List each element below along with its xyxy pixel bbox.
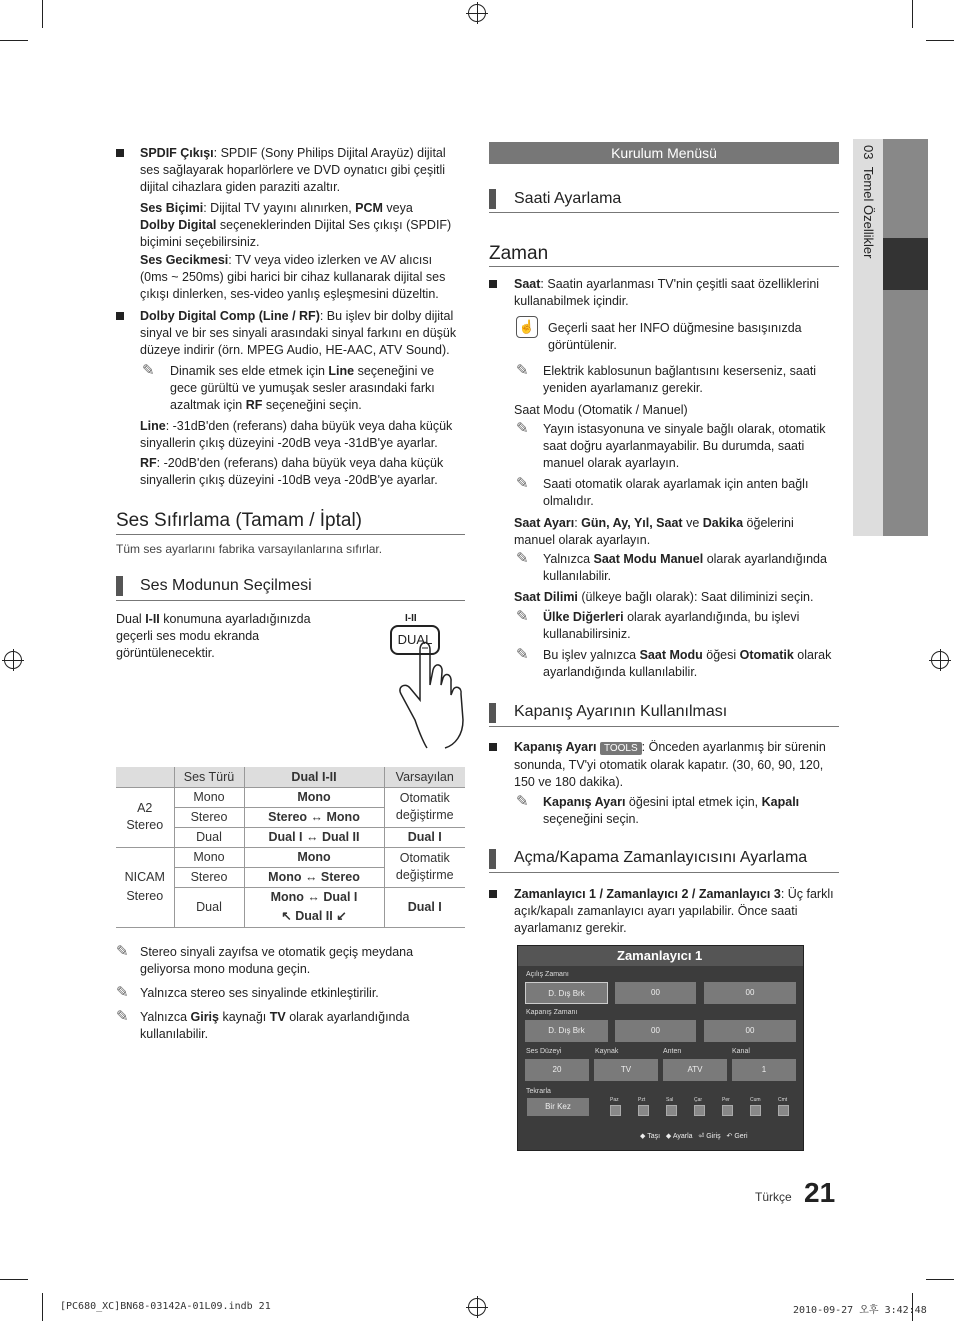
hand-icon [385,640,470,750]
bullet-icon [489,890,497,898]
divider [116,600,465,601]
heading-bar [489,703,496,723]
divider [489,266,839,267]
antenna-field[interactable]: ATV [663,1059,727,1081]
divider [116,534,465,535]
bullet-icon [116,312,124,320]
day-label: Cmt [778,1097,788,1103]
saati-heading: Saati Ayarlama [514,190,622,207]
label: Tekrarla [526,1088,551,1095]
nav-enter-label: Giriş [706,1133,721,1140]
registration-mark-icon [468,4,486,22]
nav-adjust-label: Ayarla [672,1133,693,1140]
day-checkbox[interactable] [610,1105,621,1116]
table-cell: Mono [244,787,384,807]
saat-modu-label: Saat Modu (Otomatik / Manuel) [514,403,688,417]
note-text: Yayın istasyonuna ve sinyale bağlı olarak, otomatik saat doğru ayarlanmayabilir. Bu durumda, saati manuel olarak ayarlayın. [543,422,826,470]
label: Açılış Zamanı [526,971,569,978]
day-label: Pzt [638,1097,646,1103]
label: Ses Düzeyi [526,1048,562,1055]
spdif-paragraph: SPDIF Çıkışı: SPDIF (Sony Philips Dijital Arayüz) dijital ses sağlayarak hoparlörlere ve DVD oynatıcı gibi çeşitli dijital cihazlara giden paraziti azaltır. [140,146,446,194]
note-text: Ülke Diğerleri olarak ayarlandığında, bu işlevi kullanabilirsiniz. [543,610,800,641]
note-pencil-icon: ✎ [116,943,129,960]
adjust-icon: ◆ [665,1133,672,1140]
table-cell: A2 Stereo [116,787,174,847]
day-checkbox[interactable] [778,1105,789,1116]
acma-heading: Açma/Kapama Zamanlayıcısını Ayarlama [514,849,808,866]
table-header: Dual I-II [244,767,384,787]
saat-paragraph: Saat: Saatin ayarlanması TV'nin çeşitli saat özelliklerini kullanabilmek içindir. [514,277,820,308]
bullet-icon [116,149,124,157]
divider [489,212,839,213]
off-source-field[interactable]: D. Dış Brk [525,1020,608,1042]
day-checkbox[interactable] [638,1105,649,1116]
note-text: Stereo sinyali zayıfsa ve otomatik geçiş meydana geliyorsa mono moduna geçin. [140,945,414,976]
day-label: Sal [666,1097,674,1103]
day-label: Cum [750,1097,761,1103]
divider [489,872,839,873]
table-cell: Mono [174,787,244,807]
osd-nav-bar [640,1132,748,1140]
off-minute-field[interactable]: 00 [704,1020,796,1042]
note-pencil-icon: ✎ [142,362,155,379]
heading-bar [116,576,123,596]
bullet-icon [489,743,497,751]
table-cell: Dual I [384,827,465,847]
note-pencil-icon: ✎ [516,362,529,379]
crop-mark [0,1279,28,1280]
hand-note-icon: ☝ [516,316,538,338]
table-cell: Otomatik değiştirme [384,787,465,827]
day-checkbox[interactable] [666,1105,677,1116]
info-note: Geçerli saat her INFO düğmesine basışınızda görüntülenir. [548,321,802,352]
note-pencil-icon: ✎ [516,550,529,567]
table-cell: Stereo [174,867,244,887]
note-text: Bu işlev yalnızca Saat Modu öğesi Otomatik olarak ayarlandığında kullanılabilir. [543,648,832,679]
crop-mark [926,1279,954,1280]
dual-paragraph: Dual I-II konumuna ayarladığınızda geçerli ses modu ekranda görüntülenecektir. [116,612,311,660]
note-pencil-icon: ✎ [516,646,529,663]
zaman-heading: Zaman [489,243,549,264]
table-header [116,767,174,787]
day-label: Per [722,1097,730,1103]
menu-title-bar: Kurulum Menüsü [489,142,839,164]
bullet-icon [489,280,497,288]
table-cell: Mono ↔ Stereo [244,867,384,887]
dolby-paragraph: Dolby Digital Comp (Line / RF): Bu işlev bir dolby dijital sinyal ve bir ses sinyali arasındaki sinyal farkını en düşük düzeye indirir (örn. MPEG Audio, HE-AAC, ATV Sound). [140,309,457,357]
day-label: Çar [694,1097,703,1103]
on-minute-field[interactable]: 00 [704,982,796,1004]
label: Anten [663,1048,682,1055]
nav-return-label: Geri [734,1133,748,1140]
reset-heading: Ses Sıfırlama (Tamam / İptal) [116,510,363,531]
timer-screen [517,945,804,1151]
tools-icon: TOOLS [600,742,642,755]
file-info: [PC680_XC]BN68-03142A-01L09.indb 21 [60,1301,271,1312]
side-tab-dark [883,139,928,536]
repeat-field[interactable]: Bir Kez [527,1098,589,1116]
note-text: Yalnızca Giriş kaynağı TV olarak ayarlandığında kullanılabilir. [140,1010,410,1041]
crop-mark [926,40,954,41]
side-tab-label: 03 Temel Özellikler [861,145,876,259]
day-checkbox[interactable] [694,1105,705,1116]
note-pencil-icon: ✎ [516,793,529,810]
side-tab-marker [883,238,928,290]
note-pencil-icon: ✎ [116,984,129,1001]
day-label: Paz [610,1097,619,1103]
table-cell: Mono [174,847,244,867]
return-icon: ↶ [726,1133,733,1140]
heading-bar [489,189,496,209]
table-cell: Stereo [174,807,244,827]
dual-top-label: I-II [405,613,417,624]
crop-mark [912,0,913,28]
kapanis-paragraph: Kapanış Ayarı TOOLS : Önceden ayarlanmış bir sürenin sonunda, TV'yi otomatik olarak kapatır. (30, 60, 90, 120, 150 ve 180 dakika). [514,740,826,789]
rf-paragraph: RF: -20dB'den (referans) daha büyük veya daha küçük sinyallerin çıkış düzeyini -10dB veya -20dB'ye ayarlar. [140,456,444,487]
off-hour-field[interactable]: 00 [615,1020,696,1042]
note-pencil-icon: ✎ [516,608,529,625]
table-cell: Mono [244,847,384,867]
table-header: Ses Türü [174,767,244,787]
note-text: Saati otomatik olarak ayarlamak için anten bağlı olmalıdır. [543,477,809,508]
on-hour-field[interactable]: 00 [615,982,696,1004]
cable-note: Elektrik kablosunun bağlantısını keserseniz, saati yeniden ayarlamanız gerekir. [543,364,817,395]
move-icon: ◆ [640,1133,646,1140]
print-date: 2010-09-27 오후 3:42:48 [793,1305,927,1316]
note-pencil-icon: ✎ [516,475,529,492]
enter-icon: ⏎ [698,1133,705,1140]
saat-dilimi-paragraph: Saat Dilimi (ülkeye bağlı olarak): Saat diliminizi seçin. [514,590,814,604]
sound-mode-table [116,767,465,928]
registration-mark-icon [468,1298,486,1316]
table-cell: Dual I [384,887,465,927]
table-header: Varsayılan [384,767,465,787]
crop-mark [0,40,28,41]
note-pencil-icon: ✎ [116,1008,129,1025]
table-cell: NICAM Stereo [116,847,174,927]
dual-button[interactable]: DUAL [390,625,440,655]
day-checkbox[interactable] [750,1105,761,1116]
mode-heading: Ses Modunun Seçilmesi [140,577,312,594]
kapanis-heading: Kapanış Ayarının Kullanılması [514,703,728,720]
table-cell: Dual [174,827,244,847]
footer-lang: Türkçe [755,1190,792,1204]
registration-mark-icon [4,651,22,669]
table-cell: Dual [174,887,244,927]
volume-field[interactable]: 20 [525,1059,589,1081]
source-field[interactable]: TV [594,1059,658,1081]
table-cell: Stereo ↔ Mono [244,807,384,827]
table-cell: Mono ↔ Dual I ↖ Dual II ↙ [244,887,384,927]
ses-bicimi-paragraph: Ses Biçimi: Dijital TV yayını alınırken, PCM veya Dolby Digital seçeneklerinden Dijital Ses çıkışı (SPDIF) biçimini seçebilirsiniz. [140,201,452,249]
on-source-field[interactable]: D. Dış Brk [525,982,608,1004]
crop-mark [42,1293,43,1321]
reset-text: Tüm ses ayarlarını fabrika varsayılanlarına sıfırlar. [116,542,383,556]
label: Kanal [732,1048,750,1055]
label: Kapanış Zamanı [526,1009,578,1016]
timer-title: Zamanlayıcı 1 [518,946,803,966]
ses-gecikmesi-paragraph: Ses Gecikmesi: TV veya video izlerken ve AV alıcısı (0ms ~ 250ms) gibi harici bir cihaz kullanarak dijital ses çıkışı dinlerken, ses-video yanlış eşleşmesini düzeltin. [140,253,446,301]
heading-bar [489,849,496,869]
divider [489,726,839,727]
label: Kaynak [595,1048,619,1055]
dolby-note: Dinamik ses elde etmek için Line seçeneğini ve gece gürültü ve yumuşak sesler arasındaki farkı azaltmak için RF seçeneğini seçin. [170,364,435,412]
saat-ayari-paragraph: Saat Ayarı: Gün, Ay, Yıl, Saat ve Dakika öğelerini manuel olarak ayarlayın. [514,516,794,547]
table-cell: Dual I ↔ Dual II [244,827,384,847]
note-text: Yalnızca stereo ses sinyalinde etkinleştirilir. [140,986,379,1000]
table-cell: Otomatik değiştirme [384,847,465,887]
registration-mark-icon [931,651,949,669]
page-number: 21 [804,1177,836,1208]
nav-move-label: Taşı [647,1133,661,1140]
zamanlayici-paragraph: Zamanlayıcı 1 / Zamanlayıcı 2 / Zamanlayıcı 3: Üç farklı açık/kapalı zamanlayıcı ayarı yapılabilir. Önce saati ayarlamanız gerekir. [514,887,834,935]
crop-mark [42,0,43,28]
day-checkbox[interactable] [722,1105,733,1116]
note-text: Yalnızca Saat Modu Manuel olarak ayarlandığında kullanılabilir. [543,552,827,583]
note-pencil-icon: ✎ [516,420,529,437]
channel-field[interactable]: 1 [732,1059,796,1081]
line-paragraph: Line: -31dB'den (referans) daha büyük veya daha küçük sinyallerin çıkış düzeyini -20dB veya -31dB'ye ayarlar. [140,419,453,450]
note-text: Kapanış Ayarı öğesini iptal etmek için, Kapalı seçeneğini seçin. [543,795,800,826]
